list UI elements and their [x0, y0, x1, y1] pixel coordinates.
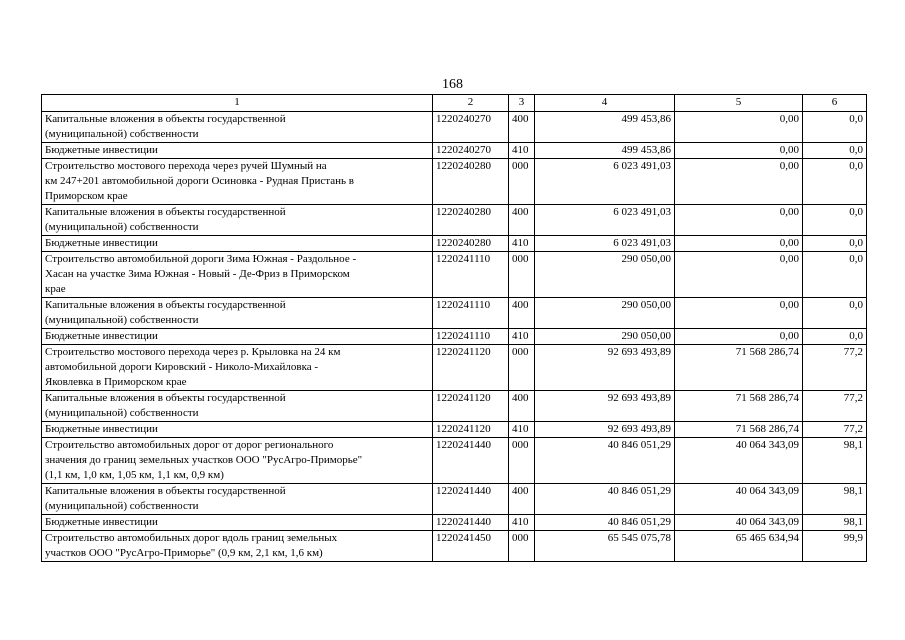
- row-executed-cell: 0,00: [675, 112, 803, 143]
- row-name-cell: Строительство мостового перехода через ручей Шумный на км 247+201 автомобильной дороги Осиновка - Рудная Пристань в Приморском крае: [42, 159, 433, 205]
- header-col-1: 1: [42, 95, 433, 112]
- table-row: [42, 438, 867, 484]
- row-executed-cell: 0,00: [675, 298, 803, 329]
- table-row: [42, 345, 867, 391]
- row-planned-cell: 290 050,00: [535, 329, 675, 345]
- row-type-cell: 410: [509, 329, 535, 345]
- row-executed-cell: 71 568 286,74: [675, 422, 803, 438]
- header-col-4: 4: [535, 95, 675, 112]
- row-executed-cell: 40 064 343,09: [675, 438, 803, 484]
- row-name-cell: Бюджетные инвестиции: [42, 236, 433, 252]
- row-percent-cell: 77,2: [803, 391, 867, 422]
- row-executed-cell: 0,00: [675, 236, 803, 252]
- row-name-cell: Бюджетные инвестиции: [42, 515, 433, 531]
- row-percent-cell: 98,1: [803, 438, 867, 484]
- header-col-2: 2: [433, 95, 509, 112]
- row-executed-cell: 0,00: [675, 329, 803, 345]
- row-executed-cell: 0,00: [675, 143, 803, 159]
- row-name-cell: Капитальные вложения в объекты государственной (муниципальной) собственности: [42, 298, 433, 329]
- row-percent-cell: 0,0: [803, 329, 867, 345]
- row-code-cell: 1220240280: [433, 205, 509, 236]
- row-code-cell: 1220240280: [433, 236, 509, 252]
- row-name-cell: Капитальные вложения в объекты государственной (муниципальной) собственности: [42, 112, 433, 143]
- table-row: [42, 515, 867, 531]
- row-name-cell: Бюджетные инвестиции: [42, 329, 433, 345]
- row-code-cell: 1220241440: [433, 515, 509, 531]
- row-code-cell: 1220241120: [433, 391, 509, 422]
- row-type-cell: 000: [509, 531, 535, 562]
- row-type-cell: 000: [509, 438, 535, 484]
- row-percent-cell: 99,9: [803, 531, 867, 562]
- row-code-cell: 1220241120: [433, 345, 509, 391]
- header-row: [42, 95, 867, 112]
- row-code-cell: 1220241110: [433, 329, 509, 345]
- row-executed-cell: 0,00: [675, 159, 803, 205]
- row-type-cell: 400: [509, 391, 535, 422]
- row-executed-cell: 0,00: [675, 252, 803, 298]
- row-type-cell: 400: [509, 484, 535, 515]
- row-code-cell: 1220240280: [433, 159, 509, 205]
- row-code-cell: 1220241120: [433, 422, 509, 438]
- row-code-cell: 1220241440: [433, 484, 509, 515]
- row-type-cell: 000: [509, 159, 535, 205]
- table-row: [42, 298, 867, 329]
- row-type-cell: 400: [509, 205, 535, 236]
- row-planned-cell: 92 693 493,89: [535, 345, 675, 391]
- table-row: [42, 236, 867, 252]
- row-planned-cell: 40 846 051,29: [535, 515, 675, 531]
- table-row: [42, 484, 867, 515]
- table-row: [42, 531, 867, 562]
- row-executed-cell: 0,00: [675, 205, 803, 236]
- row-planned-cell: 40 846 051,29: [535, 484, 675, 515]
- table-header: [42, 95, 867, 112]
- row-executed-cell: 40 064 343,09: [675, 515, 803, 531]
- row-executed-cell: 65 465 634,94: [675, 531, 803, 562]
- row-name-cell: Капитальные вложения в объекты государственной (муниципальной) собственности: [42, 205, 433, 236]
- table-row: [42, 159, 867, 205]
- row-percent-cell: 0,0: [803, 205, 867, 236]
- row-type-cell: 410: [509, 143, 535, 159]
- table-body: [42, 112, 867, 562]
- header-col-5: 5: [675, 95, 803, 112]
- row-type-cell: 410: [509, 515, 535, 531]
- table-row: [42, 252, 867, 298]
- row-type-cell: 000: [509, 252, 535, 298]
- row-planned-cell: 65 545 075,78: [535, 531, 675, 562]
- row-name-cell: Строительство автомобильной дороги Зима Южная - Раздольное - Хасан на участке Зима Южная - Новый - Де-Фриз в Приморском крае: [42, 252, 433, 298]
- budget-table: [41, 94, 867, 562]
- row-percent-cell: 77,2: [803, 345, 867, 391]
- row-planned-cell: 290 050,00: [535, 252, 675, 298]
- row-percent-cell: 0,0: [803, 143, 867, 159]
- row-code-cell: 1220241450: [433, 531, 509, 562]
- row-type-cell: 000: [509, 345, 535, 391]
- header-col-6: 6: [803, 95, 867, 112]
- row-planned-cell: 6 023 491,03: [535, 205, 675, 236]
- row-percent-cell: 0,0: [803, 298, 867, 329]
- table-row: [42, 422, 867, 438]
- row-percent-cell: 0,0: [803, 159, 867, 205]
- row-code-cell: 1220241440: [433, 438, 509, 484]
- row-percent-cell: 0,0: [803, 236, 867, 252]
- row-percent-cell: 77,2: [803, 422, 867, 438]
- row-planned-cell: 92 693 493,89: [535, 391, 675, 422]
- row-type-cell: 400: [509, 298, 535, 329]
- row-code-cell: 1220240270: [433, 112, 509, 143]
- header-col-3: 3: [509, 95, 535, 112]
- row-percent-cell: 0,0: [803, 252, 867, 298]
- row-code-cell: 1220240270: [433, 143, 509, 159]
- table-row: [42, 112, 867, 143]
- row-percent-cell: 98,1: [803, 515, 867, 531]
- row-name-cell: Капитальные вложения в объекты государственной (муниципальной) собственности: [42, 484, 433, 515]
- row-type-cell: 410: [509, 422, 535, 438]
- row-planned-cell: 92 693 493,89: [535, 422, 675, 438]
- row-planned-cell: 499 453,86: [535, 112, 675, 143]
- row-planned-cell: 6 023 491,03: [535, 159, 675, 205]
- page-number: 168: [442, 77, 463, 92]
- row-code-cell: 1220241110: [433, 252, 509, 298]
- table-row: [42, 329, 867, 345]
- row-planned-cell: 290 050,00: [535, 298, 675, 329]
- table-row: [42, 391, 867, 422]
- row-planned-cell: 40 846 051,29: [535, 438, 675, 484]
- row-percent-cell: 0,0: [803, 112, 867, 143]
- row-name-cell: Капитальные вложения в объекты государственной (муниципальной) собственности: [42, 391, 433, 422]
- row-type-cell: 400: [509, 112, 535, 143]
- row-percent-cell: 98,1: [803, 484, 867, 515]
- row-planned-cell: 6 023 491,03: [535, 236, 675, 252]
- row-name-cell: Строительство автомобильных дорог вдоль границ земельных участков ООО "РусАгро-Приморье" (0,9 км, 2,1 км, 1,6 км): [42, 531, 433, 562]
- row-executed-cell: 71 568 286,74: [675, 391, 803, 422]
- row-name-cell: Строительство мостового перехода через р. Крыловка на 24 км автомобильной дороги Кировский - Николо-Михайловка - Яковлевка в Приморском крае: [42, 345, 433, 391]
- table-row: [42, 205, 867, 236]
- row-name-cell: Бюджетные инвестиции: [42, 143, 433, 159]
- table-row: [42, 143, 867, 159]
- row-planned-cell: 499 453,86: [535, 143, 675, 159]
- row-executed-cell: 40 064 343,09: [675, 484, 803, 515]
- row-code-cell: 1220241110: [433, 298, 509, 329]
- row-name-cell: Строительство автомобильных дорог от дорог регионального значения до границ земельных участков ООО "РусАгро-Приморье" (1,1 км, 1,0 км, 1,05 км, 1,1 км, 0,9 км): [42, 438, 433, 484]
- row-executed-cell: 71 568 286,74: [675, 345, 803, 391]
- row-type-cell: 410: [509, 236, 535, 252]
- row-name-cell: Бюджетные инвестиции: [42, 422, 433, 438]
